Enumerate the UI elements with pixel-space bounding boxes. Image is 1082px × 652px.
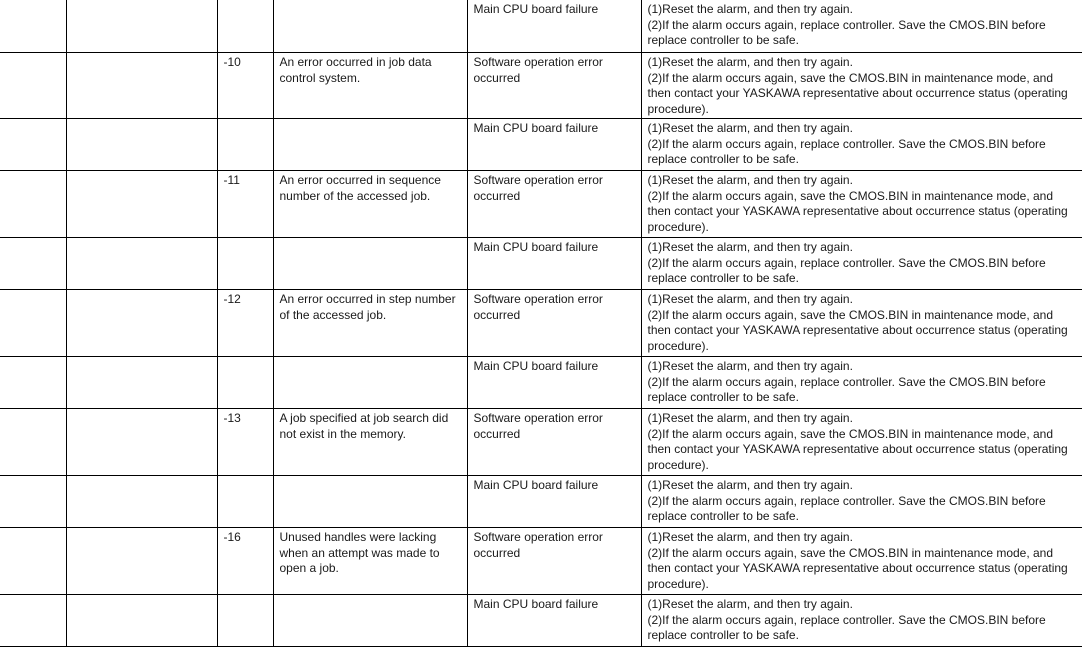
remedy-cell: [641, 409, 1082, 476]
table-row: [0, 119, 1082, 171]
table-row: [0, 238, 1082, 290]
sub-code-cell: -12: [217, 290, 273, 357]
remedy-cell: [641, 595, 1082, 647]
remedy-line: (1)Reset the alarm, and then try again.: [647, 359, 853, 373]
sub-code-cell: -10: [217, 53, 273, 119]
sub-code-cell: [217, 476, 273, 528]
meaning-cell: [273, 119, 467, 171]
cause-cell: Main CPU board failure: [467, 238, 641, 290]
blank-cell: [0, 0, 66, 53]
remedy-cell: [641, 476, 1082, 528]
remedy-line: replace controller to be safe.: [647, 271, 799, 285]
remedy-line: (1)Reset the alarm, and then try again.: [647, 173, 853, 187]
blank-cell: [66, 53, 217, 119]
cause-cell: Main CPU board failure: [467, 595, 641, 647]
blank-cell: [66, 238, 217, 290]
remedy-cell: [641, 0, 1082, 53]
sub-code-cell: [217, 357, 273, 409]
table-row: [0, 357, 1082, 409]
remedy-cell: [641, 171, 1082, 238]
remedy-line: (2)If the alarm occurs again, replace controller. Save the CMOS.BIN before: [647, 612, 1046, 627]
cause-cell: Software operation error occurred: [467, 171, 641, 238]
remedy-line: procedure).: [647, 219, 709, 234]
blank-cell: [0, 290, 66, 357]
meaning-cell: [273, 0, 467, 53]
sub-code-cell: [217, 595, 273, 647]
meaning-cell: [273, 357, 467, 409]
blank-cell: [0, 119, 66, 171]
remedy-line: (2)If the alarm occurs again, save the CMOS.BIN in maintenance mode, and: [647, 426, 1054, 441]
cause-cell: Software operation error occurred: [467, 290, 641, 357]
remedy-line: then contact your YASKAWA representative about occurrence status (operating: [647, 442, 1068, 456]
table-row: [0, 409, 1082, 476]
table-row: [0, 171, 1082, 238]
remedy-line: (1)Reset the alarm, and then try again.: [647, 411, 853, 425]
remedy-line: then contact your YASKAWA representative about occurrence status (operating: [647, 86, 1068, 100]
remedy-line: replace controller to be safe.: [647, 390, 799, 404]
remedy-cell: [641, 290, 1082, 357]
remedy-line: (1)Reset the alarm, and then try again.: [647, 240, 853, 254]
blank-cell: [66, 0, 217, 53]
table-row: [0, 53, 1082, 119]
remedy-line: (2)If the alarm occurs again, save the CMOS.BIN in maintenance mode, and: [647, 188, 1054, 203]
remedy-line: (1)Reset the alarm, and then try again.: [647, 2, 853, 16]
remedy-line: procedure).: [647, 457, 709, 472]
blank-cell: [0, 171, 66, 238]
meaning-cell: Unused handles were lacking when an attempt was made to open a job.: [273, 528, 467, 595]
table-row: [0, 0, 1082, 53]
sub-code-cell: [217, 0, 273, 53]
remedy-line: (1)Reset the alarm, and then try again.: [647, 55, 853, 69]
meaning-cell: A job specified at job search did not exist in the memory.: [273, 409, 467, 476]
blank-cell: [66, 171, 217, 238]
table-row: [0, 476, 1082, 528]
remedy-line: procedure).: [647, 338, 709, 353]
sub-code-cell: -13: [217, 409, 273, 476]
remedy-line: (1)Reset the alarm, and then try again.: [647, 478, 853, 492]
remedy-line: (1)Reset the alarm, and then try again.: [647, 292, 853, 306]
remedy-line: replace controller to be safe.: [647, 33, 799, 47]
blank-cell: [66, 290, 217, 357]
meaning-cell: [273, 238, 467, 290]
blank-cell: [0, 53, 66, 119]
meaning-cell: [273, 595, 467, 647]
remedy-line: replace controller to be safe.: [647, 628, 799, 642]
cause-cell: Software operation error occurred: [467, 528, 641, 595]
remedy-line: then contact your YASKAWA representative about occurrence status (operating: [647, 323, 1068, 337]
table-row: [0, 595, 1082, 647]
meaning-cell: An error occurred in job data control system.: [273, 53, 467, 119]
remedy-line: (2)If the alarm occurs again, replace controller. Save the CMOS.BIN before: [647, 493, 1046, 508]
blank-cell: [66, 528, 217, 595]
remedy-cell: [641, 528, 1082, 595]
blank-cell: [0, 238, 66, 290]
cause-cell: Main CPU board failure: [467, 119, 641, 171]
blank-cell: [66, 476, 217, 528]
blank-cell: [66, 409, 217, 476]
blank-cell: [0, 476, 66, 528]
sub-code-cell: [217, 119, 273, 171]
blank-cell: [0, 409, 66, 476]
remedy-line: procedure).: [647, 576, 709, 591]
remedy-line: (1)Reset the alarm, and then try again.: [647, 597, 853, 611]
blank-cell: [0, 357, 66, 409]
remedy-line: replace controller to be safe.: [647, 152, 799, 166]
remedy-line: (2)If the alarm occurs again, save the CMOS.BIN in maintenance mode, and: [647, 307, 1054, 322]
remedy-line: (2)If the alarm occurs again, replace controller. Save the CMOS.BIN before: [647, 17, 1046, 32]
remedy-line: then contact your YASKAWA representative about occurrence status (operating: [647, 561, 1068, 575]
remedy-line: then contact your YASKAWA representative about occurrence status (operating: [647, 204, 1068, 218]
cause-cell: Software operation error occurred: [467, 53, 641, 119]
blank-cell: [0, 528, 66, 595]
remedy-cell: [641, 119, 1082, 171]
table-row: [0, 528, 1082, 595]
blank-cell: [66, 357, 217, 409]
sub-code-cell: -16: [217, 528, 273, 595]
remedy-line: (2)If the alarm occurs again, save the CMOS.BIN in maintenance mode, and: [647, 70, 1054, 85]
cause-cell: Software operation error occurred: [467, 409, 641, 476]
remedy-line: (1)Reset the alarm, and then try again.: [647, 121, 853, 135]
blank-cell: [0, 595, 66, 647]
remedy-line: replace controller to be safe.: [647, 509, 799, 523]
blank-cell: [66, 119, 217, 171]
sub-code-cell: -11: [217, 171, 273, 238]
remedy-line: procedure).: [647, 101, 709, 116]
remedy-line: (2)If the alarm occurs again, save the CMOS.BIN in maintenance mode, and: [647, 545, 1054, 560]
meaning-cell: An error occurred in step number of the accessed job.: [273, 290, 467, 357]
meaning-cell: An error occurred in sequence number of the accessed job.: [273, 171, 467, 238]
remedy-line: (1)Reset the alarm, and then try again.: [647, 530, 853, 544]
remedy-cell: [641, 238, 1082, 290]
cause-cell: Main CPU board failure: [467, 357, 641, 409]
table-row: [0, 290, 1082, 357]
remedy-line: (2)If the alarm occurs again, replace controller. Save the CMOS.BIN before: [647, 136, 1046, 151]
remedy-cell: [641, 53, 1082, 119]
remedy-line: (2)If the alarm occurs again, replace controller. Save the CMOS.BIN before: [647, 255, 1046, 270]
cause-cell: Main CPU board failure: [467, 0, 641, 53]
sub-code-cell: [217, 238, 273, 290]
remedy-line: (2)If the alarm occurs again, replace controller. Save the CMOS.BIN before: [647, 374, 1046, 389]
blank-cell: [66, 595, 217, 647]
remedy-cell: [641, 357, 1082, 409]
cause-cell: Main CPU board failure: [467, 476, 641, 528]
meaning-cell: [273, 476, 467, 528]
